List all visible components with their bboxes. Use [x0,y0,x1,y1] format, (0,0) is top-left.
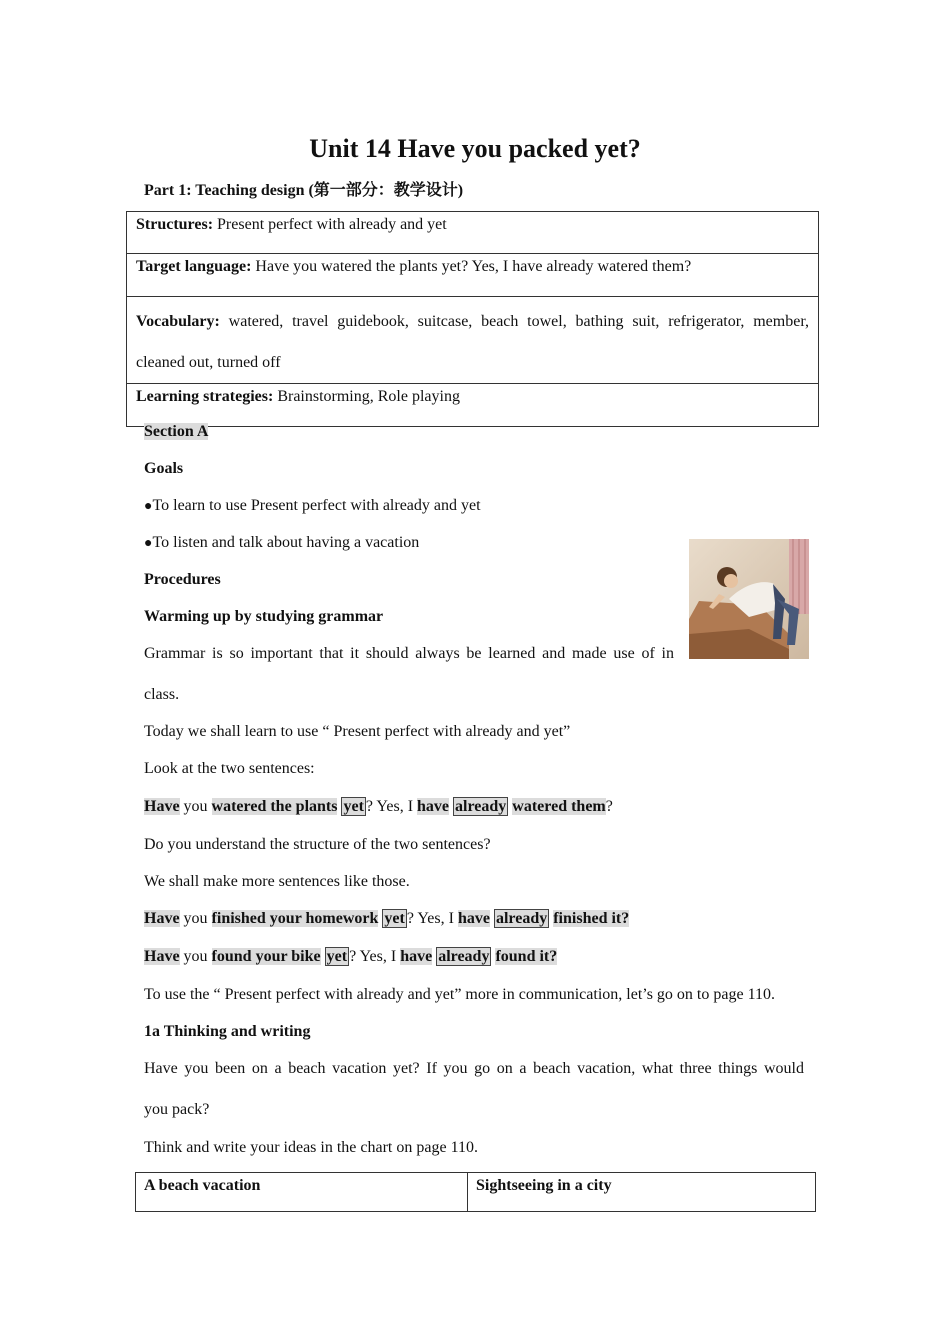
vocabulary-label: Vocabulary: [136,313,220,330]
yet-word: yet [343,798,364,815]
bullet-icon: ● [144,499,153,514]
lesson-info-table [126,211,819,427]
chart-header-beach: A beach vacation [136,1173,468,1212]
goal-item [144,497,481,515]
warming-heading: Warming up by studying grammar [144,608,384,625]
goals-heading: Goals [144,460,184,477]
vocabulary-row [127,297,819,384]
strategies-value: Brainstorming, Role playing [277,388,460,405]
already-word: already [495,910,548,927]
past-participle-phrase: finished your homework [211,910,379,927]
already-word: already [455,798,507,815]
target-language-row [127,254,819,297]
yet-word: yet [384,910,405,927]
strategies-label: Learning strategies: [136,388,274,405]
understand-text: Do you understand the structure of the two sentences? [144,836,491,853]
answer-start: ? Yes, I [365,798,418,815]
have-word: have [417,798,450,815]
target-language-label: Target language: [136,258,252,275]
you-word: you [179,910,212,927]
more-text: We shall make more sentences like those. [144,873,410,890]
goal-text: To listen and talk about having a vacation [152,534,420,551]
example-sentence [144,948,557,966]
chart-header-sightseeing: Sightseeing in a city [468,1173,816,1212]
bullet-icon: ● [144,536,153,551]
procedures-heading: Procedures [144,571,221,588]
question-mark: ? [605,798,613,815]
page-title: Unit 14 Have you packed yet? [309,134,641,163]
past-participle-phrase: found your bike [211,948,321,965]
have-word: Have [144,948,180,965]
vacation-chart-table [135,1172,816,1212]
beach-question-line2: you pack? [144,1101,210,1118]
table-row [136,1173,816,1212]
have-word: Have [144,798,180,815]
vocabulary-value-line1: watered, travel guidebook, suitcase, beach towel, bathing suit, refrigerator, member, [228,313,810,330]
vocabulary-value-line2: cleaned out, turned off [136,354,281,371]
example-sentence [144,910,629,928]
already-word: already [438,948,490,965]
past-participle-phrase: watered the plants [211,798,338,815]
answer-start: ? Yes, I [349,948,401,965]
example-sentence [144,798,613,816]
structures-value: Present perfect with already and yet [217,216,447,233]
answer-start: ? Yes, I [406,910,458,927]
structures-row [127,212,819,254]
to-use-text: To use the “ Present perfect with already and yet” more in communication, let’s go on to page 110. [144,986,775,1003]
goal-item [144,534,419,552]
have-word: have [400,948,433,965]
part1-heading: Part 1: Teaching design (第一部分：教学设计) [144,182,464,199]
target-language-value: Have you watered the plants yet? Yes, I have already watered them? [255,258,692,275]
you-word: you [179,798,212,815]
think-text: Think and write your ideas in the chart on page 110. [144,1139,478,1156]
grammar-paragraph-line1: Grammar is so important that it should always be learned and made use of in [144,645,674,662]
structures-label: Structures: [136,216,214,233]
woman-packing-photo [689,539,809,659]
today-text: Today we shall learn to use “ Present perfect with already and yet” [144,723,571,740]
beach-question-line1: Have you been on a beach vacation yet? If you go on a beach vacation, what three things would [144,1060,804,1077]
have-word: have [457,910,490,927]
have-word: Have [144,910,180,927]
strategies-row [127,384,819,427]
section-label: Section A [144,423,209,440]
look-text: Look at the two sentences: [144,760,315,777]
past-participle-phrase: watered them [512,798,606,815]
yet-word: yet [326,948,348,965]
goal-text: To learn to use Present perfect with already and yet [152,497,481,514]
section-1a-heading: 1a Thinking and writing [144,1023,311,1040]
you-word: you [179,948,212,965]
past-participle-phrase: finished it? [553,910,630,927]
grammar-paragraph-line2: class. [144,686,180,703]
past-participle-phrase: found it? [495,948,558,965]
